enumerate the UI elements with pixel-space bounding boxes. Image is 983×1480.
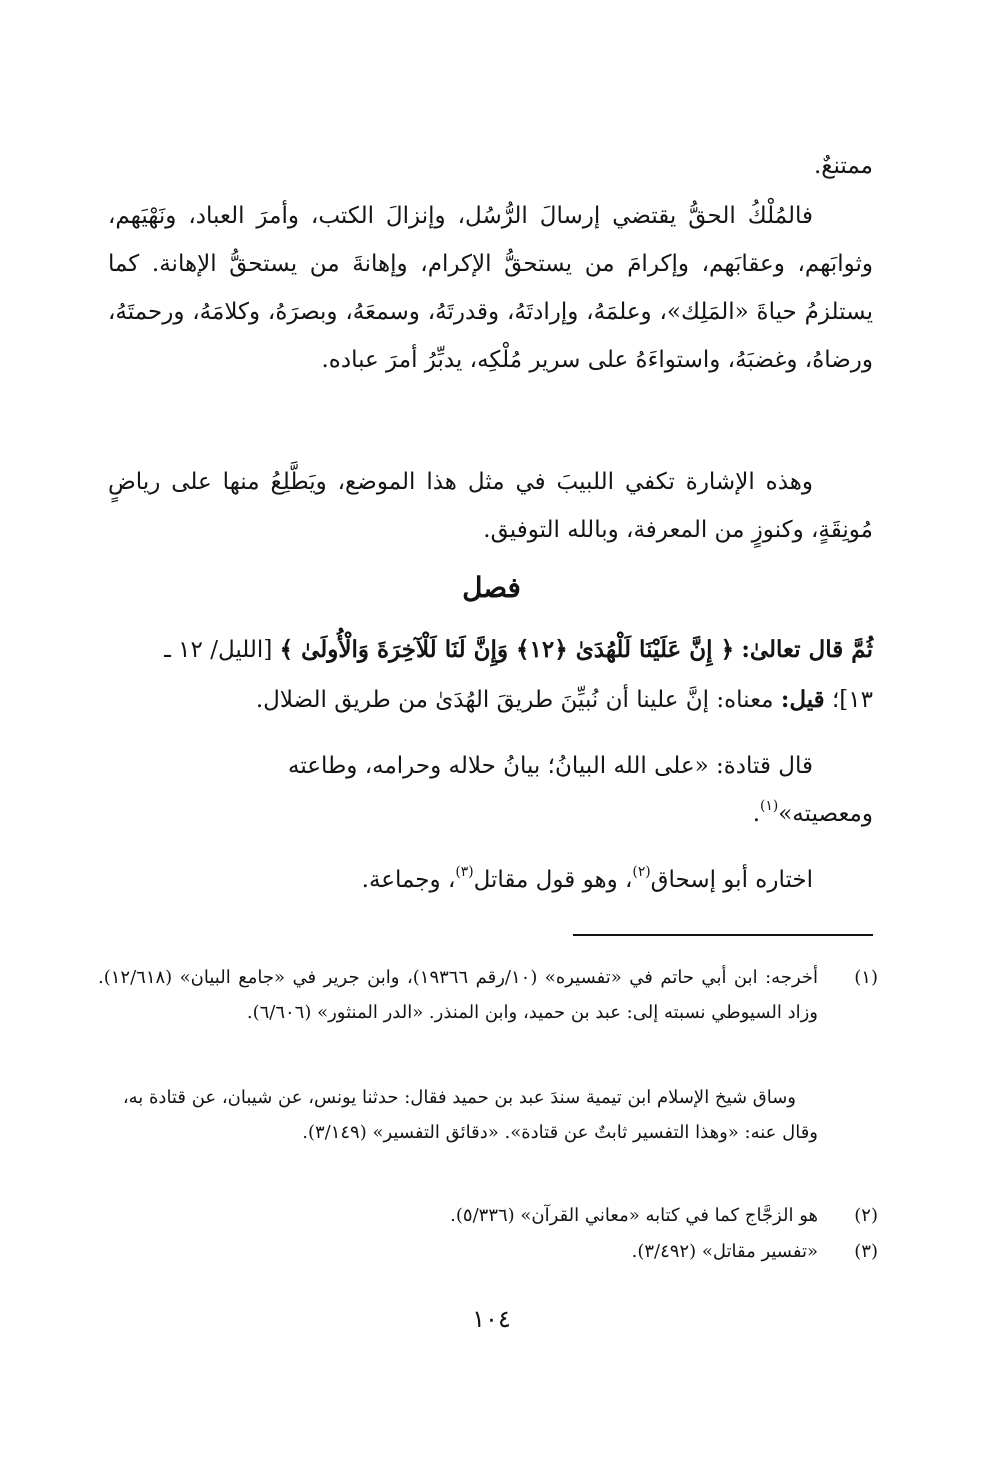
page-number: ١٠٤: [472, 1305, 511, 1333]
qatada-line-2: [108, 790, 873, 838]
footnote-3: [98, 1234, 878, 1269]
qatada-line-1: قال قتادة: «على الله البيانُ؛ بيانُ حلاله وحرامه، وطاعته: [287, 753, 813, 779]
footnote-2: [98, 1198, 878, 1233]
qatada-end-text: ومعصيته»: [778, 801, 873, 827]
footnote-1: [98, 960, 878, 1030]
ishaq-text-3: ، وجماعة.: [361, 867, 456, 893]
section-heading: فصل: [462, 571, 521, 604]
footnote-ref-2[interactable]: (٢): [632, 863, 651, 880]
verse-reference-start: [الليل/ ١٢ ـ: [164, 637, 273, 663]
footnote-text: «تفسير مقاتل» (٣/٤٩٢).: [631, 1241, 818, 1262]
quran-verse: ﴿ إِنَّ عَلَيْنَا لَلْهُدَىٰ ﴿١٢﴾ وَإِنَّ لَنَا لَلْآخِرَةَ وَالْأُولَىٰ ﴾: [279, 636, 735, 663]
verse-intro: ثُمَّ قال تعالىٰ:: [741, 636, 873, 663]
footnote-ref-3[interactable]: (٣): [455, 863, 474, 880]
paragraph-1: فالمُلْكُ الحقُّ يقتضي إرسالَ الرُّسُل، وإنزالَ الكتب، وأمرَ العباد، ونَهْيَهم، وثوابَهم، وعقابَهم، وإكرامَ من يستحقُّ الإكرام، وإهانةَ من يستحقُّ الإهانة. كما يستلزمُ حياةَ «المَلِك»، وعلمَهُ، وإرادتَهُ، وقدرتَهُ، وسمعَهُ، وبصرَهُ، وكلامَهُ، ورحمتَهُ، ورضاهُ، وغضبَهُ، واستواءَهُ على سرير مُلْكِه، يدبِّرُ أمرَ عباده.: [108, 203, 873, 373]
ishaq-text-2: ، وهو قول مقاتل: [473, 867, 633, 893]
qila-text: معناه: إنَّ علينا أن نُبيِّنَ طريقَ الهُدَىٰ من طريق الضلال.: [255, 687, 774, 713]
footnote-1-continuation: [98, 1080, 878, 1150]
footnote-number: (٣): [854, 1241, 878, 1262]
footnote-number: (١): [854, 967, 878, 988]
paragraph-2: وهذه الإشارة تكفي اللبيبَ في مثل هذا الموضع، ويَطَّلِعُ منها على رياضٍ مُونِقَةٍ، وكنوزٍ من المعرفة، وبالله التوفيق.: [108, 469, 873, 543]
verse-reference-end: ١٣]؛: [831, 687, 873, 713]
footnote-number: (٢): [854, 1205, 878, 1226]
qatada-period: .: [752, 801, 761, 827]
ishaq-text-1: اختاره أبو إسحاق: [650, 867, 813, 893]
ishaq-line: [108, 856, 873, 904]
qila-line: [108, 676, 873, 724]
footnote-separator: [573, 934, 873, 936]
footnote-text: أخرجه: ابن أبي حاتم في «تفسيره» (١٠/رقم ١٩٣٦٦)، وابن جرير في «جامع البيان» (١٢/٦١٨). وزاد السيوطي نسبته إلى: عبد بن حميد، وابن المنذر. «الدر المنثور» (٦/٦٠٦).: [98, 967, 819, 1023]
footnote-ref-1[interactable]: (١): [760, 797, 779, 814]
qila-label: قيل:: [780, 686, 825, 713]
footnote-text: وساق شيخ الإسلام ابن تيمية سندَ عبد بن حميد فقال: حدثنا يونس، عن شيبان، عن قتادة به، وقال عنه: «وهذا التفسير ثابتٌ عن قتادة». «دقائق التفسير» (٣/١٤٩).: [122, 1087, 818, 1143]
verse-line: [98, 628, 873, 672]
footnote-text: هو الزجَّاج كما في كتابه «معاني القرآن» (٥/٣٣٦).: [450, 1205, 818, 1226]
opening-line: ممتنعٌ.: [813, 153, 873, 179]
